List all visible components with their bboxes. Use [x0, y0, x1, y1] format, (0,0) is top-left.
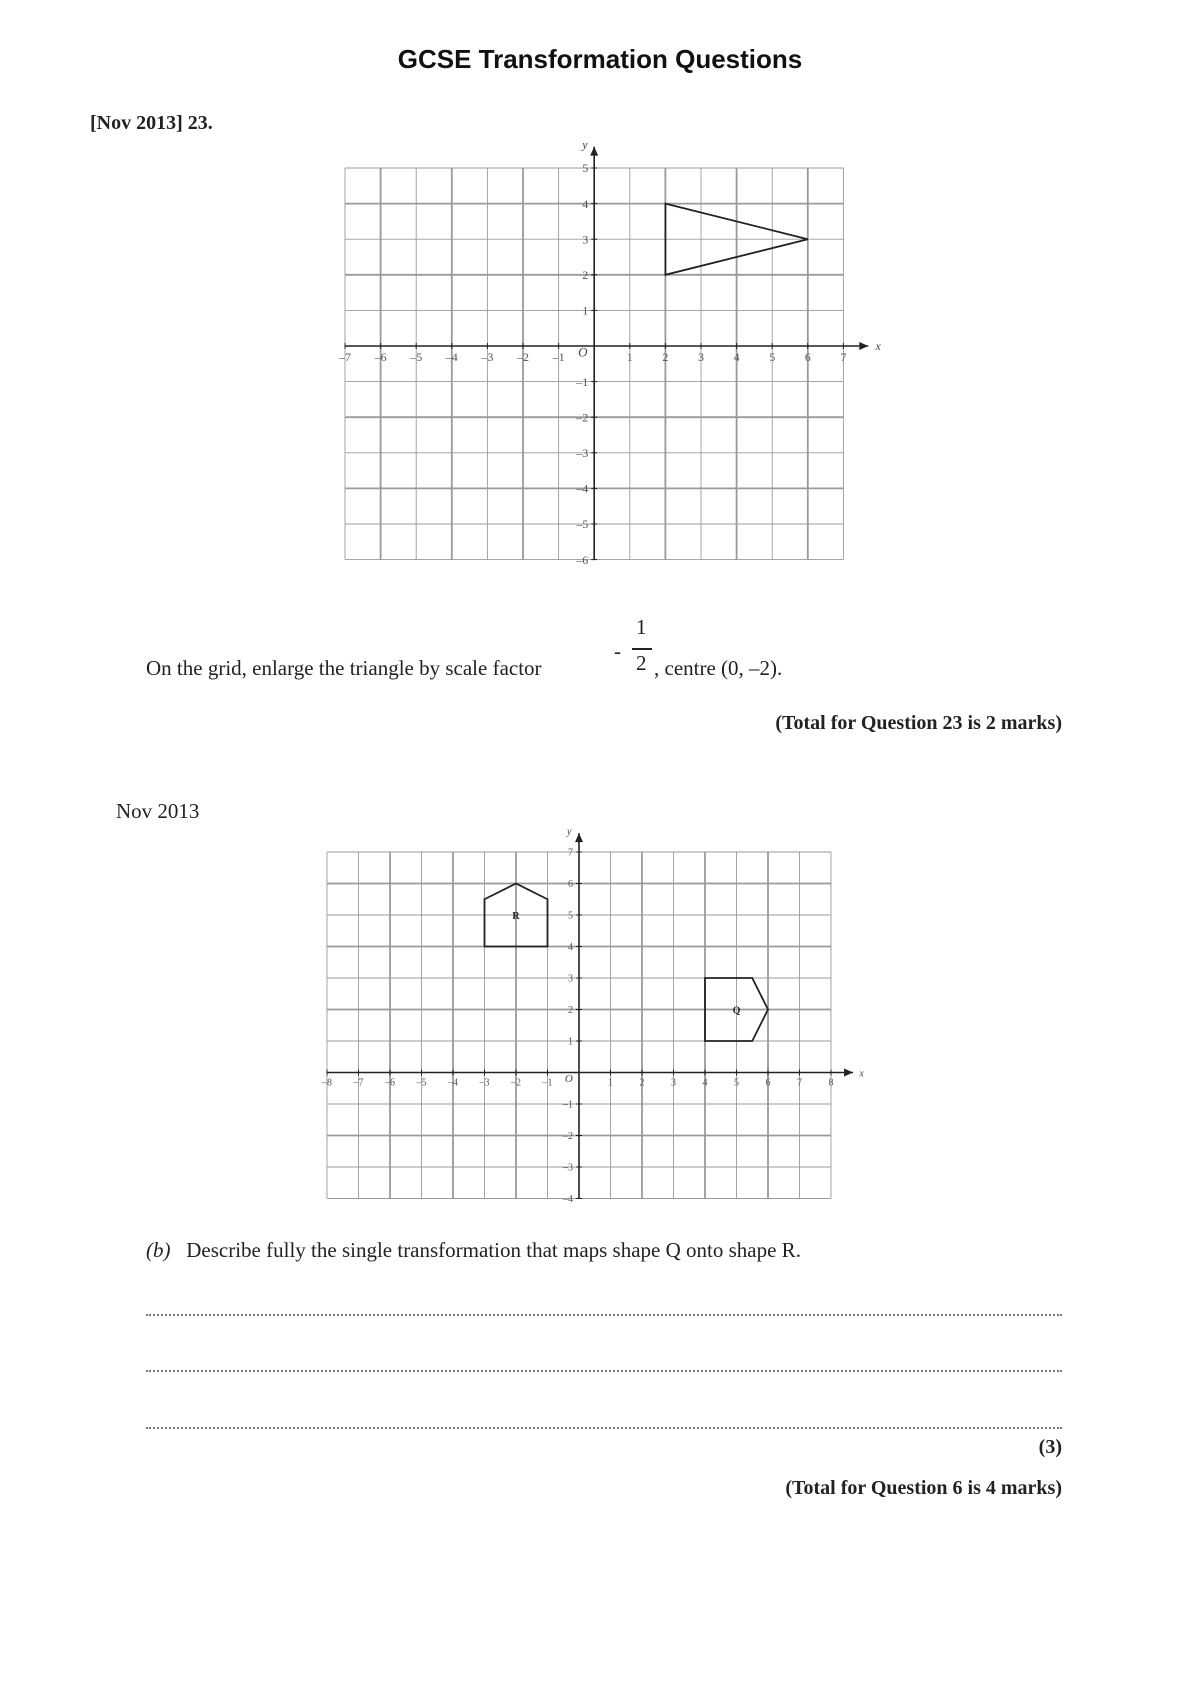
x-tick-label: –6 [385, 1077, 395, 1089]
x-tick-label: 6 [804, 349, 811, 364]
shape-label-R: R [512, 911, 520, 922]
y-axis-arrow [590, 147, 598, 156]
x-tick-label: 4 [733, 349, 740, 364]
x-tick-label: 2 [639, 1077, 645, 1089]
y-tick-label: 1 [568, 1036, 573, 1048]
x-tick-label: –3 [479, 1077, 490, 1089]
y-tick-label: –2 [576, 410, 589, 425]
question-6-grid [315, 820, 875, 1210]
x-tick-label: –4 [448, 1077, 458, 1089]
y-tick-label: –4 [563, 1194, 573, 1205]
question-6b-marks: (3) [1038, 1436, 1062, 1458]
fraction-denominator: 2 [636, 651, 647, 675]
question-23-instruction: On the grid, enlarge the triangle by scale factor [146, 656, 542, 680]
y-tick-label: 5 [582, 161, 589, 176]
x-tick-label: 3 [671, 1077, 676, 1089]
answer-line-2[interactable] [146, 1370, 1062, 1372]
x-axis-label: x [875, 339, 881, 353]
y-tick-label: –2 [563, 1131, 573, 1142]
question-6-source: Nov 2013 [116, 799, 200, 823]
answer-line-3[interactable] [146, 1427, 1062, 1429]
x-axis-arrow [844, 1069, 853, 1077]
x-tick-label: 6 [765, 1077, 771, 1089]
fraction-sign: - [614, 639, 621, 663]
x-axis-label: x [859, 1068, 864, 1080]
x-tick-label: 7 [840, 349, 847, 364]
x-tick-label: 3 [698, 349, 704, 364]
y-axis-label: y [567, 826, 572, 838]
question-23-grid [330, 138, 890, 578]
y-tick-label: 4 [582, 196, 589, 211]
x-tick-label: –7 [353, 1077, 364, 1089]
y-tick-label: –3 [576, 446, 589, 460]
x-tick-label: 4 [702, 1077, 708, 1089]
x-tick-label: 2 [662, 349, 669, 364]
y-tick-label: 7 [568, 847, 573, 859]
x-tick-label: –5 [410, 349, 423, 364]
x-tick-label: 1 [608, 1077, 613, 1089]
x-tick-label: 8 [828, 1077, 834, 1089]
x-tick-label: –1 [542, 1077, 553, 1089]
x-tick-label: –1 [552, 349, 565, 364]
shape-label-Q: Q [732, 1005, 741, 1017]
scale-factor-fraction [606, 615, 652, 685]
answer-line-1[interactable] [146, 1314, 1062, 1316]
y-tick-label: –5 [576, 517, 589, 532]
y-tick-label: –4 [576, 481, 589, 496]
x-tick-label: –2 [511, 1077, 521, 1089]
x-tick-label: –8 [322, 1077, 332, 1089]
x-tick-label: 1 [626, 349, 633, 364]
document-title: GCSE Transformation Questions [397, 44, 803, 74]
origin-label: O [578, 344, 588, 360]
y-tick-label: 2 [582, 268, 589, 282]
x-tick-label: 5 [769, 349, 776, 364]
x-tick-label: –3 [481, 349, 494, 364]
y-tick-label: 5 [568, 910, 573, 922]
y-tick-label: 2 [568, 1005, 573, 1016]
x-tick-label: –5 [416, 1077, 427, 1089]
question-23-total-marks: (Total for Question 23 is 2 marks) [775, 712, 1062, 734]
origin-label: O [564, 1072, 573, 1085]
y-tick-label: 6 [568, 879, 573, 890]
question-6b-text: Describe fully the single transformation that maps shape Q onto shape R. [186, 1238, 801, 1262]
y-tick-label: –6 [576, 552, 589, 567]
x-tick-label: –7 [339, 349, 351, 364]
y-tick-label: 3 [582, 232, 589, 247]
part-label: (b) [146, 1238, 171, 1262]
question-6b-prompt [146, 1238, 801, 1263]
y-axis-label: y [582, 138, 588, 152]
y-tick-label: –1 [576, 374, 589, 389]
y-axis-arrow [575, 833, 583, 842]
x-tick-label: –6 [374, 349, 387, 364]
x-tick-label: –4 [445, 349, 458, 364]
question-23-heading: [Nov 2013] 23. [90, 112, 213, 134]
y-tick-label: 3 [568, 973, 573, 985]
question-23-centre-text: , centre (0, –2). [654, 656, 783, 680]
x-tick-label: 5 [734, 1077, 739, 1089]
fraction-numerator: 1 [636, 615, 647, 639]
y-tick-label: 1 [582, 303, 589, 318]
y-tick-label: –3 [563, 1162, 573, 1174]
fraction-bar [632, 648, 652, 650]
question-6-total-marks: (Total for Question 6 is 4 marks) [785, 1477, 1062, 1499]
y-tick-label: –1 [563, 1099, 573, 1111]
x-tick-label: –2 [517, 349, 529, 364]
x-axis-arrow [859, 342, 868, 350]
y-tick-label: 4 [568, 942, 573, 953]
x-tick-label: 7 [797, 1077, 802, 1089]
